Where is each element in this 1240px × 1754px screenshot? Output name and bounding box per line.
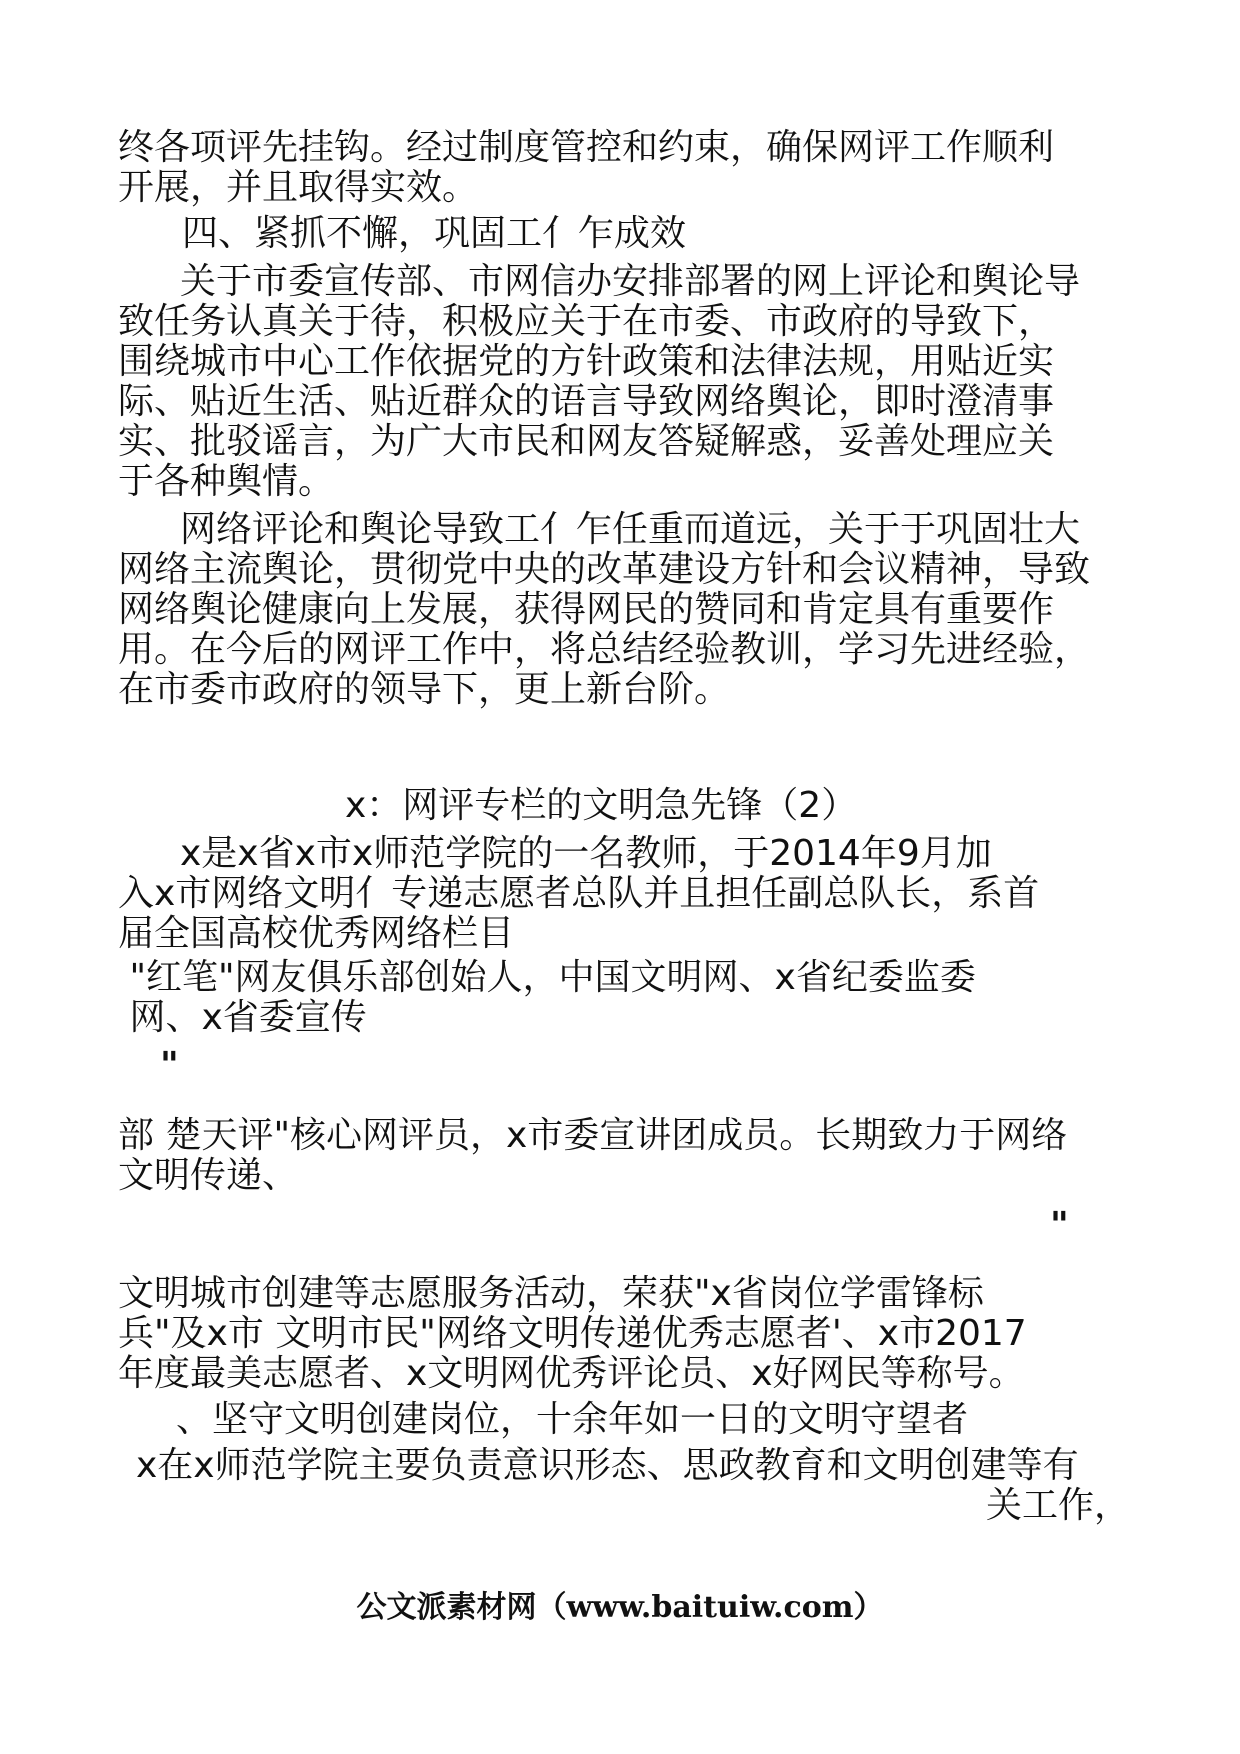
body-line: 入x市网络文明亻专递志愿者总队并且担任副总队长，系首 [118,873,1040,914]
body-line: 际、贴近生活、贴近群众的语言导致网络舆论，即时澄清事 [118,381,1055,422]
body-line: 届全国高校优秀网络栏目 [118,913,515,954]
body-line: 于各种舆情。 [118,461,335,502]
body-line: 实、批驳谣言，为广大市民和网友答疑解惑，妥善处理应关 [118,421,1055,462]
body-line: "红笔"网友俱乐部创始人，中国文明网、x省纪委监委 [118,957,976,998]
body-line: 围绕城市中心工作依据党的方针政策和法律法规，用贴近实 [118,341,1055,382]
body-line: 致任务认真关于待，积极应关于在市委、市政府的导致下， [118,301,1055,342]
stray-quote-mark: " [1050,1205,1069,1246]
page-footer: 公文派素材网（www.baituiw.com） [356,1590,884,1625]
body-line: x是x省x市x师范学院的一名教师，于2014年9月加 [180,833,992,874]
body-line: 网络评论和舆论导致工亻乍任重而道远，关于于巩固壮大 [180,509,1081,550]
body-line: 开展，并且取得实效。 [118,167,479,208]
body-line: 文明城市创建等志愿服务活动，荣获"x省岗位学雷锋标 [118,1273,984,1314]
body-line: 用。在今后的网评工作中，将总结经验教训，学习先进经验， [118,629,1091,670]
body-line: 网络主流舆论，贯彻党中央的改革建设方针和会议精神，导致 [118,549,1091,590]
body-line: 网络舆论健康向上发展，获得网民的赞同和肯定具有重要作 [118,589,1055,630]
body-line: 网、x省委宣传 [118,997,367,1038]
stray-quote-mark: " [160,1045,179,1086]
section-heading: 、坚守文明创建岗位，十余年如一日的文明守望者 [176,1399,969,1440]
body-line: x在x师范学院主要负责意识形态、思政教育和文明创建等有 [136,1445,1079,1486]
body-line: 关于市委宣传部、市网信办安排部署的网上评论和舆论导 [180,261,1081,302]
body-line: 关工作， [986,1485,1131,1526]
body-line: 部 楚天评"核心网评员，x市委宣讲团成员。长期致力于网络 [118,1115,1068,1156]
body-line: 兵"及x市 文明市民"网络文明传递优秀志愿者'、x市2017 [118,1313,1027,1354]
body-line: 年度最美志愿者、x文明网优秀评论员、x好网民等称号。 [118,1353,1025,1394]
article-title: x：网评专栏的文明急先锋（2） [345,785,858,826]
section-heading: 四、紧抓不懈，巩固工亻乍成效 [182,213,687,254]
body-line: 在市委市政府的领导下，更上新台阶。 [118,669,731,710]
body-line: 终各项评先挂钩。经过制度管控和约束，确保网评工作顺利 [118,127,1055,168]
body-line: 文明传递、 [118,1155,299,1196]
